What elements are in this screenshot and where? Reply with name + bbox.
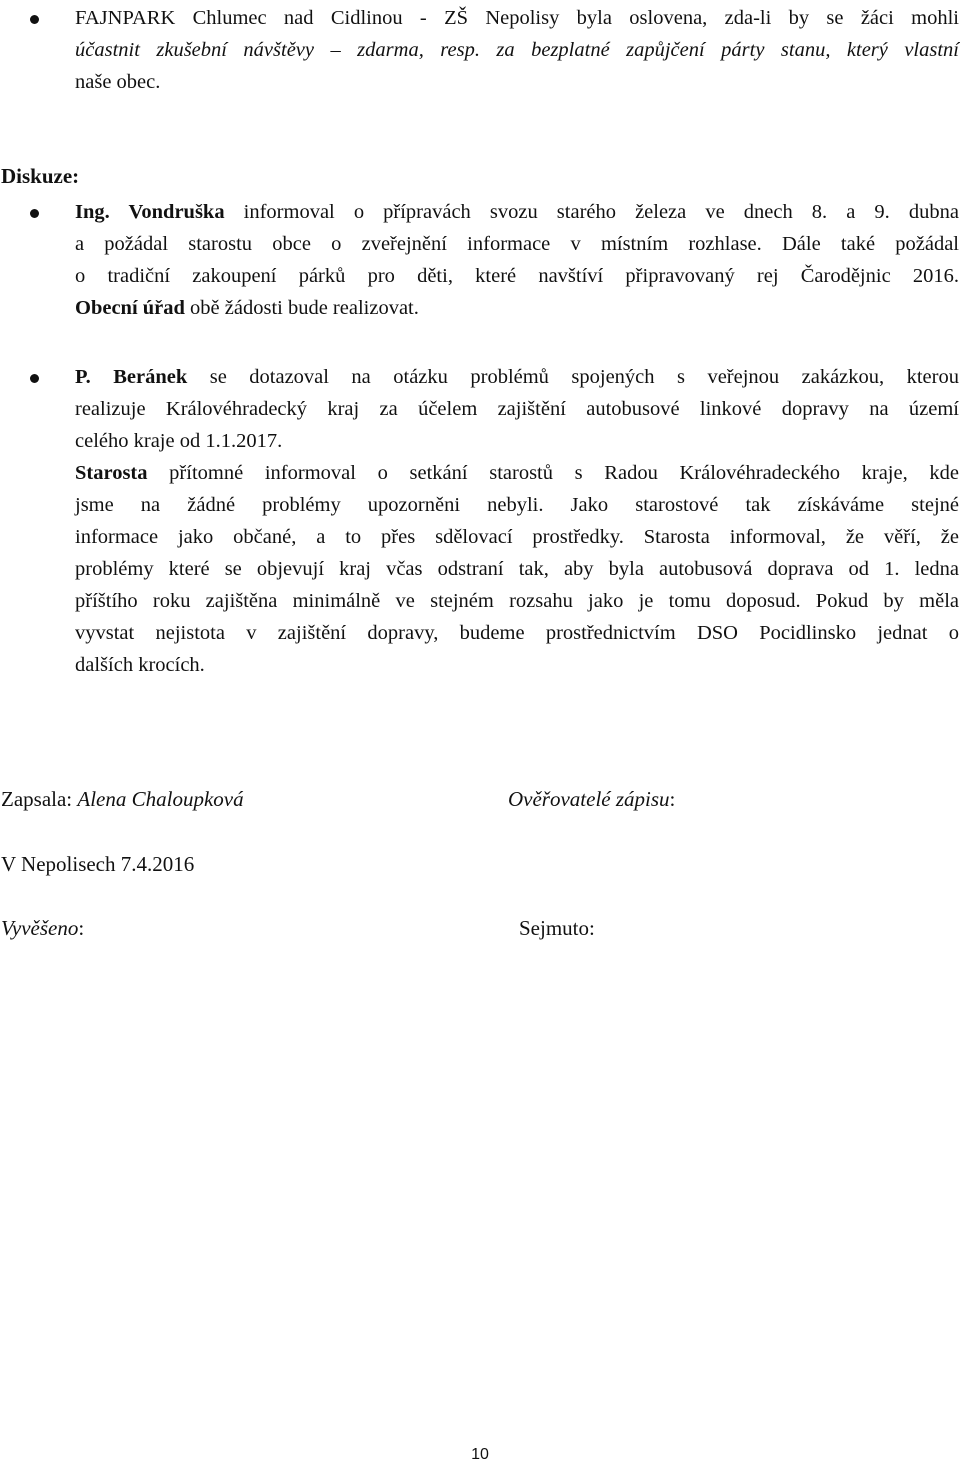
- text-run: přítomné informoval o setkání starostů s Radou Královéhradeckého kraje, kde: [147, 462, 959, 484]
- text-line: naše obec.: [75, 71, 161, 93]
- text-line: realizuje Královéhradecký kraj za účelem zajištění autobusové linkové dopravy na území: [75, 398, 959, 420]
- text-run: se dotazoval na otázku problémů spojených s veřejnou zakázkou, kterou: [187, 366, 959, 388]
- verifiers: Ověřovatelé zápisu:: [508, 787, 676, 811]
- recorded-by: [1, 787, 244, 812]
- text-line: o tradiční zakoupení párků pro děti, které navštíví připravovaný rej Čarodějnic 2016.: [75, 265, 959, 287]
- page-number: 10: [471, 1446, 489, 1463]
- verifiers-label: Ověřovatelé zápisu: [508, 787, 670, 811]
- text-line: informace jako občané, a to přes sdělovací prostředky. Starosta informoval, že věří, že: [75, 526, 959, 548]
- recorded-by-label: Zapsala:: [1, 787, 78, 811]
- text-line: a požádal starostu obce o zveřejnění informace v místním rozhlase. Dále také požádal: [75, 233, 959, 255]
- text-line: celého kraje od 1.1.2017.: [75, 430, 283, 452]
- place-date: V Nepolisech 7.4.2016: [1, 852, 195, 876]
- recorded-by-name: Alena Chaloupková: [77, 787, 244, 811]
- text-line: FAJNPARK Chlumec nad Cidlinou - ZŠ Nepolisy byla oslovena, zda-li by se žáci mohli: [75, 7, 959, 29]
- text-line: dalších krocích.: [75, 654, 205, 676]
- text-line: jsme na žádné problémy upozorněni nebyli. Jako starostové tak získáváme stejné: [75, 494, 959, 516]
- bullet-icon: [30, 209, 39, 218]
- office-name: Obecní úřad: [75, 297, 185, 319]
- text-line: problémy které se objevují kraj včas odstraní tak, aby byla autobusová doprava od 1. ledna: [75, 558, 959, 580]
- text-line: vyvstat nejistota v zajištění dopravy, budeme prostřednictvím DSO Pocidlinsko jednat o: [75, 622, 959, 644]
- speaker-name: Starosta: [75, 462, 148, 484]
- posted-label-text: Vyvěšeno: [1, 916, 79, 940]
- bullet-icon: [30, 15, 39, 24]
- bullet-icon: [30, 374, 39, 383]
- removed-label: Sejmuto:: [519, 916, 595, 940]
- speaker-name: Ing. Vondruška: [75, 201, 225, 223]
- speaker-name: P. Beránek: [75, 366, 188, 388]
- posted-label: Vyvěšeno:: [1, 916, 85, 940]
- text-run: informoval o přípravách svozu starého železa ve dnech 8. a 9. dubna: [224, 201, 959, 223]
- text-run: obě žádosti bude realizovat.: [184, 297, 419, 319]
- text-line: příštího roku zajištěna minimálně ve stejném rozsahu jako je tomu doposud. Pokud by měla: [75, 590, 959, 612]
- section-heading-diskuze: Diskuze:: [1, 164, 80, 188]
- text-line: účastnit zkušební návštěvy – zdarma, resp. za bezplatné zapůjčení párty stanu, který vlastní: [75, 39, 959, 61]
